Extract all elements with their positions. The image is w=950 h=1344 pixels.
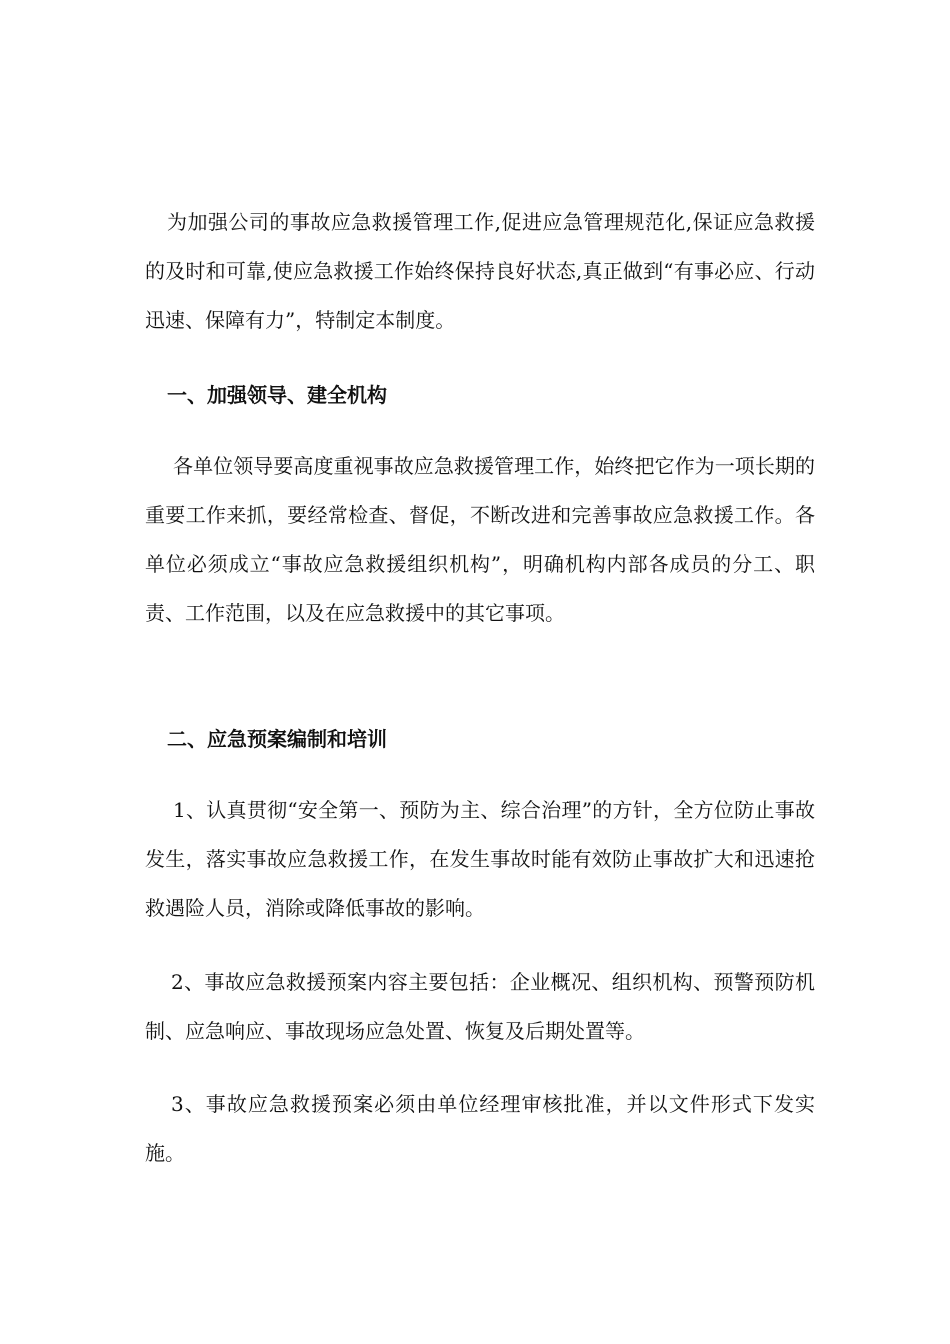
section-2-item-3: 3、事故应急救援预案必须由单位经理审核批准，并以文件形式下发实施。 <box>145 1092 815 1165</box>
section-2-item-2: 2、事故应急救援预案内容主要包括：企业概况、组织机构、预警预防机制、应急响应、事故现场应急处置、恢复及后期处置等。 <box>145 970 815 1043</box>
section-1-paragraph: 各单位领导要高度重视事故应急救援管理工作，始终把它作为一项长期的重要工作来抓，要经常检查、督促，不断改进和完善事故应急救援工作。各单位必须成立“事故应急救援组织机构”，明确机构内部各成员的分工、职责、工作范围，以及在应急救援中的其它事项。 <box>145 454 815 625</box>
intro-paragraph: 为加强公司的事故应急救援管理工作,促进应急管理规范化,保证应急救援的及时和可靠,使应急救援工作始终保持良好状态,真正做到“有事必应、行动迅速、保障有力”，特制定本制度。 <box>145 210 815 332</box>
section-2-heading: 二、应急预案编制和培训 <box>167 727 387 751</box>
section-1-heading: 一、加强领导、建全机构 <box>167 383 387 407</box>
section-2-item-1: 1、认真贯彻“安全第一、预防为主、综合治理”的方针，全方位防止事故发生，落实事故应急救援工作，在发生事故时能有效防止事故扩大和迅速抢救遇险人员，消除或降低事故的影响。 <box>145 798 815 920</box>
